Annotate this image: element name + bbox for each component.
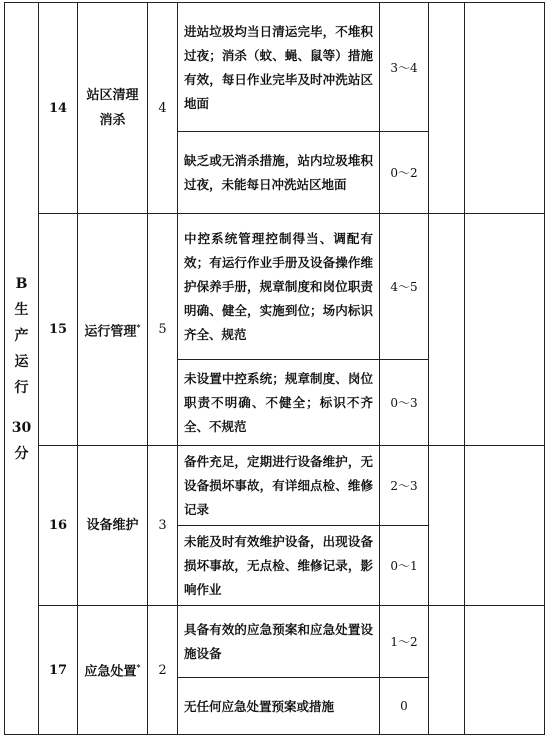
scoring-table — [4, 2, 545, 735]
empty-cell — [465, 606, 545, 735]
row-number: 16 — [39, 446, 78, 606]
item-score: 4 — [148, 3, 178, 214]
score-range: 0～1 — [380, 526, 429, 606]
item-score: 2 — [148, 606, 178, 735]
category-char: 行 — [14, 379, 29, 396]
item-name: 设备维护 — [78, 446, 148, 606]
score-range: 4～5 — [380, 214, 429, 360]
empty-cell — [465, 446, 545, 606]
category-cell — [5, 3, 39, 735]
category-char: 生 — [14, 301, 29, 318]
score-range: 3～4 — [380, 3, 429, 132]
empty-cell — [465, 214, 545, 446]
score-range: 1～2 — [380, 606, 429, 678]
criterion-text: 中控系统管理控制得当、调配有效；有运行作业手册及设备操作维护保养手册，规章制度和岗位职责明确、健全，实施到位；场内标识齐全、规范 — [178, 214, 380, 360]
criterion-text: 未能及时有效维护设备，出现设备损坏事故，无点检、维修记录，影响作业 — [178, 526, 380, 606]
score-range: 0～3 — [380, 360, 429, 446]
criterion-text: 缺乏或无消杀措施，站内垃圾堆积过夜，未能每日冲洗站区地面 — [178, 132, 380, 214]
score-range: 0 — [380, 678, 429, 735]
category-unit: 分 — [14, 445, 29, 462]
row-number: 15 — [39, 214, 78, 446]
score-range: 0～2 — [380, 132, 429, 214]
criterion-text: 备件充足，定期进行设备维护，无设备损坏事故，有详细点检、维修记录 — [178, 446, 380, 526]
category-letter: B — [15, 275, 28, 292]
item-name: 应急处置* — [78, 606, 148, 735]
item-score: 3 — [148, 446, 178, 606]
criterion-text: 未设置中控系统；规章制度、岗位职责不明确、不健全；标识不齐全、不规范 — [178, 360, 380, 446]
empty-cell — [429, 3, 465, 214]
empty-cell — [429, 606, 465, 735]
empty-cell — [429, 214, 465, 446]
score-range: 2～3 — [380, 446, 429, 526]
empty-cell — [465, 3, 545, 214]
row-number: 14 — [39, 3, 78, 214]
category-points: 30 — [11, 419, 32, 436]
item-name: 运行管理* — [78, 214, 148, 446]
criterion-text: 无任何应急处置预案或措施 — [178, 678, 380, 735]
item-name: 站区清理 消杀 — [78, 3, 148, 214]
criterion-text: 进站垃圾均当日清运完毕，不堆积过夜；消杀（蚊、蝇、鼠等）措施有效，每日作业完毕及时冲洗站区地面 — [178, 3, 380, 132]
item-score: 5 — [148, 214, 178, 446]
category-char: 运 — [14, 353, 29, 370]
row-number: 17 — [39, 606, 78, 735]
criterion-text: 具备有效的应急预案和应急处置设施设备 — [178, 606, 380, 678]
category-char: 产 — [14, 327, 29, 344]
empty-cell — [429, 446, 465, 606]
